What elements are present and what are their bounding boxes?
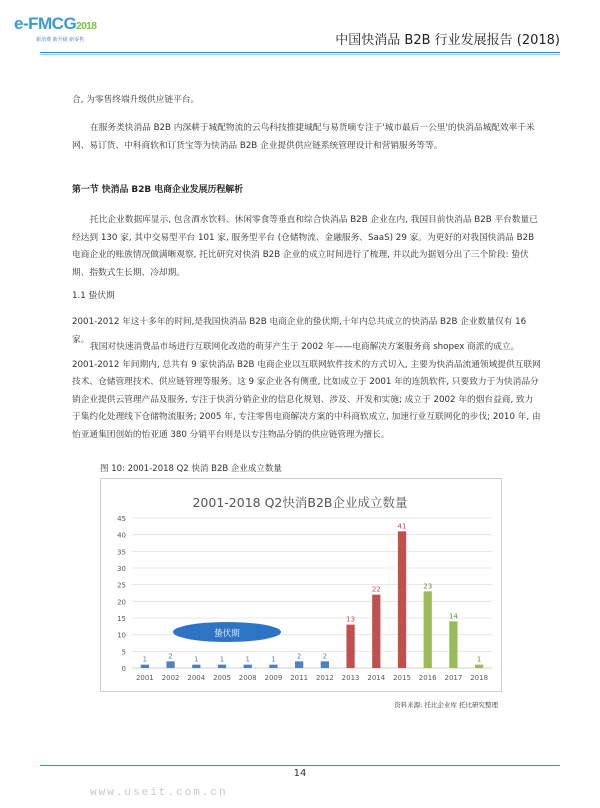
paragraph-early-history: 我国对快速消费品市场进行互联网化改造的萌芽产生于 2002 年——电商解决方案服务商 shopex 商派的成立。2001-2012 年间期内, 总共有 9 家快消品 B2B 电商企业以互联网软件技术的方式切入, 主要为快消品流通领域提供互联网技术、仓储管理技术、供应链管理等服务。这 9 家企业各有侧重, 比如成立于 2001 年的连凯软件, 只要致力于为快消品分销企业提供云管理产品及服务, 专注于快消分销企业的信息化规划、涉及、开发和实施; 成立于 2002 年的烟台益商, 致力于集约化处理线下仓储物流服务; 2005 年, 专注零售电商解决方案的中科商软成立, 加速行业互联网化的步伐; 2010 年, 由怡亚通集团创始的怡亚通 380 分销平台则是以专注物品分销的供应链管理为擅长。 [72, 342, 541, 440]
bar-value-label: 1 [194, 655, 199, 664]
subsection-heading: 1.1 蛰伏期 [72, 291, 115, 301]
report-title: 中国快消品 B2B 行业发展报告 (2018) [335, 33, 560, 48]
bar-value-label: 1 [476, 655, 482, 664]
y-tick-label: 30 [117, 565, 126, 573]
x-axis-ticks [136, 674, 488, 682]
bar-2012 [321, 661, 329, 668]
bar-2002 [166, 661, 174, 668]
figure-source: 资料来源: 托比企业库 托比研究整理 [394, 701, 498, 709]
bar-2014 [372, 595, 380, 668]
bar-value-label: 2 [322, 652, 328, 661]
y-tick-label: 25 [117, 581, 126, 590]
y-axis-ticks [117, 515, 126, 673]
x-tick-label: 2002 [161, 674, 180, 682]
bar-2013 [346, 625, 354, 668]
paragraph-continuation: 合, 为零售终端升级供应链平台。 [72, 95, 200, 105]
bar-value-label: 1 [245, 655, 250, 664]
x-tick-label: 2004 [187, 674, 206, 682]
y-tick-label: 35 [117, 548, 126, 557]
bar-value-label: 41 [397, 522, 407, 531]
paragraph-service-b2b: 在服务类快消品 B2B 内深耕于城配物流的云鸟科技推捷城配与易货嘀专注于'城市最后一公里'的快消品城配效率千米网、易订货、中科商软和订货宝等为快消品 B2B 企业提供供应链系统管理设计和营销服务等等。 [72, 123, 535, 151]
section-heading: 第一节 快消品 B2B 电商企业发展历程解析 [72, 185, 243, 195]
x-tick-label: 2016 [418, 674, 437, 682]
page-number: 14 [293, 768, 307, 779]
logo-wordmark: e-FMCG2018 [14, 14, 97, 33]
y-tick-label: 40 [117, 531, 126, 540]
header-divider-light [40, 54, 560, 55]
x-tick-label: 2005 [213, 674, 231, 682]
bar-2001 [141, 665, 149, 668]
bar-2016 [424, 591, 432, 668]
y-tick-label: 45 [117, 515, 126, 523]
bar-2005 [218, 665, 226, 668]
y-tick-label: 5 [121, 648, 126, 657]
chart-gridlines [132, 518, 492, 668]
logo-tagline: 新消费 新升级 新零售 [36, 37, 85, 43]
y-tick-label: 0 [121, 665, 126, 673]
paragraph-platform-count: 托比企业数据库显示, 包含酒水饮料、休闲零食等垂直和综合快消品 B2B 企业在内, 我国目前快消品 B2B 平台数量已经达到 130 家, 其中交易型平台 101 家, 服务型平台 (仓储物流、金融服务、SaaS) 29 家。为更好的对我国快消品 B2B 电商企业的账族情况做满晰观察, 托比研究对快消 B2B 企业的成立时间进行了梳理, 并以此为据划分出了三个阶段: 蛰伏期、指数式生长期、冷却期。 [72, 215, 538, 278]
y-tick-label: 10 [117, 631, 126, 640]
x-tick-label: 2015 [393, 674, 411, 682]
bar-2009 [269, 665, 277, 668]
figure-caption: 图 10: 2001-2018 Q2 快消 B2B 企业成立数量 [100, 464, 282, 474]
x-tick-label: 2017 [444, 674, 463, 682]
bar-value-label: 2 [168, 652, 173, 661]
paragraph-dormant-period: 2001-2012 年这十多年的时间,是我国快消品 B2B 电商企业的蛰伏期,十年内总共成立的快消品 B2B 企业数量仅有 16 家。 [72, 317, 527, 345]
x-tick-label: 2018 [470, 674, 489, 682]
bar-value-label: 14 [448, 612, 458, 621]
bar-2017 [449, 621, 457, 668]
header-divider [40, 52, 560, 53]
bar-2015 [398, 531, 406, 668]
x-tick-label: 2014 [367, 674, 386, 682]
y-tick-label: 15 [117, 615, 126, 623]
bar-chart [100, 478, 500, 690]
report-logo [14, 12, 154, 46]
bar-value-label: 13 [346, 615, 356, 624]
y-tick-label: 20 [117, 598, 126, 607]
bar-value-label: 23 [423, 582, 433, 591]
x-tick-label: 2009 [264, 674, 283, 682]
x-tick-label: 2013 [341, 674, 360, 682]
bar-value-label: 22 [371, 585, 381, 594]
x-tick-label: 2008 [238, 674, 257, 682]
bar-value-label: 1 [219, 655, 225, 664]
chart-title: 2001-2018 Q2快消B2B企业成立数量 [192, 495, 408, 510]
bar-value-label: 1 [142, 655, 148, 664]
bar-value-label: 2 [296, 652, 302, 661]
site-watermark: www.useit.com.cn [90, 787, 228, 799]
bar-value-label: 1 [271, 655, 276, 664]
footer-divider [40, 765, 560, 766]
x-tick-label: 2012 [315, 674, 334, 682]
chart-bars [141, 522, 484, 668]
bar-2011 [295, 661, 303, 668]
x-tick-label: 2011 [290, 674, 309, 682]
bar-2004 [192, 665, 200, 668]
dormant-period-label: 蛰伏期 [214, 629, 240, 639]
bar-2008 [244, 665, 252, 668]
bar-2018 [475, 665, 483, 668]
x-tick-label: 2001 [135, 674, 154, 682]
